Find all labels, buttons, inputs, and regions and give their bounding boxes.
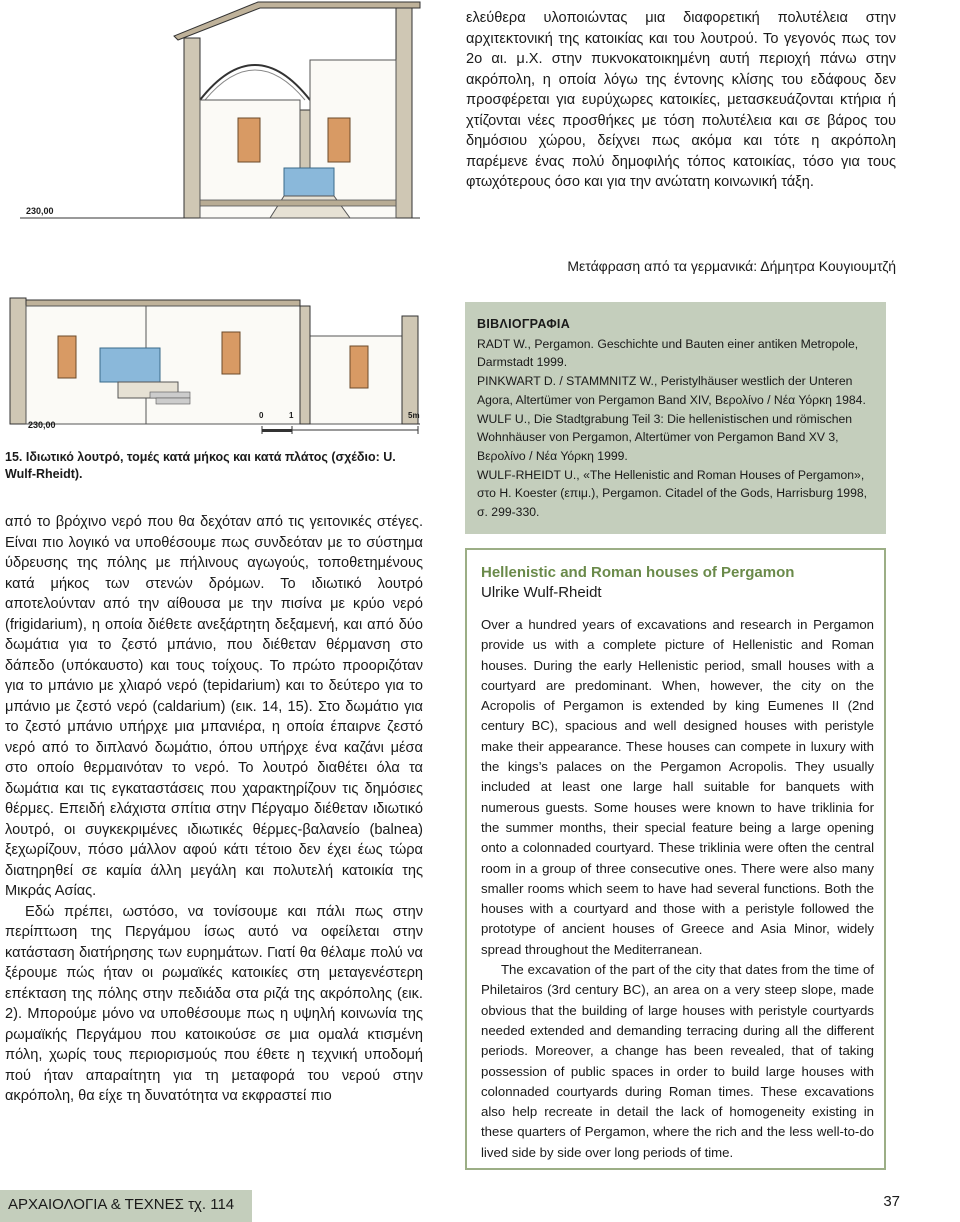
section-drawing-transverse [0, 296, 425, 446]
bibliography-heading: ΒΙΒΛΙΟΓΡΑΦΙΑ [477, 317, 571, 331]
magazine-footer-label: ΑΡΧΑΙΟΛΟΓΙΑ & ΤΕΧΝΕΣ τχ. 114 [0, 1190, 252, 1222]
bibliography-entry: PINKWART D. / STAMMNITZ W., Peristylhäuser westlich der Unteren Agora, Altertümer von Pergamon Band XIV, Βερολίνο / Νέα Υόρκη 1984. [477, 374, 866, 407]
summary-text [481, 615, 874, 1163]
bibliography-entry: WULF-RHEIDT U., «The Hellenistic and Roman Houses of Pergamon», στο H. Koester (επιμ.), Pergamon. Citadel of the Gods, Harrisburg 1998, σ. 299-330. [477, 467, 868, 520]
right-paragraph-1: ελεύθερα υλοποιώντας μια διαφορετική πολυτέλεια στην αρχιτεκτονική της κατοικίας και του λουτρού. Το γεγονός πως τον 2ο αι. μ.Χ. στην πυκνοκατοικημένη αυτή περιοχή πάνω στην ακρόπολη, η οποία λόγω της έντονης κλίσης του εδάφους δεν προσφέρεται για ευρύχωρες κατοικίες, μετασκευάζονται κτήρια ή χτίζονται νέες προσθήκες με τόση πολυτέλεια και σε βάρος του δημόσιου χώρου, δείχνει πως ακόμα και τότε η ακρόπολη παρέμενε ένας πολύ δημοφιλής τόπος κατοικίας, τόσο για τους φτωχότερους όσο και για την ανώτατη κοινωνική τάξη. [466, 10, 896, 190]
scale-tick-0: 0 [259, 411, 264, 420]
section-drawing-longitudinal [0, 0, 425, 240]
level-label-bottom: 230,00 [28, 420, 56, 430]
bibliography-entry: WULF U., Die Stadtgrabung Teil 3: Die hellenistischen und römischen Wohnhäuser von Pergamon, Altertümer von Pergamon Band XV 3, Βερολίνο / Νέα Υόρκη 1999. [477, 411, 853, 463]
section-drawing-svg-2 [0, 296, 425, 446]
level-label-top: 230,00 [26, 206, 54, 216]
section-drawing-svg [0, 0, 425, 240]
translator-credit: Μετάφραση από τα γερμανικά: Δήμητρα Κουγιουμτζή [567, 258, 896, 274]
left-paragraph-1: από το βρόχινο νερό που θα δεχόταν από τις γειτονικές στέγες. Είναι πιο λογικό να υποθέσουμε πως συνδεόταν με το σύστημα ύδρευσης της πόλης με πήλινους αγωγούς, τοποθετημένους κατά μήκος των στενών δρόμων. Το ιδιωτικό λουτρό αποτελούνταν από την αίθουσα με την πισίνα με κρύο νερό (frigidarium), η οποία διέθετε ανεξάρτητη δεξαμενή, και από δύο δωμάτια για το ζεστό μπάνιο, που διέθεταν θέρμανση στο δάπεδο (υπόκαυστο) και τους τοίχους. Το πρώτο προοριζόταν για το μπάνιο με χλιαρό νερό (tepidarium) και το δεύτερο για το μπάνιο με ζεστό νερό (caldarium) (εικ. 14, 15). Στο δωμάτιο για το ζεστό μπάνιο υπήρχε μια μπανιέρα, η οποία έπαιρνε ζεστό νερό από το διπλανό δωμάτιο, όπου υπήρχε ένα καζάνι μέσα στο οποίο θερμαινόταν το νερό. Το λουτρό διαθέτει όλα τα δωμάτια και τις εγκαταστάσεις που χαρακτηρίζουν τις δημόσιες θέρμες. Επειδή ελάχιστα σπίτια στην Πέργαμο διέθεταν ιδιωτικό λουτρό, οι συγκεκριμένες ιδιωτικές θέρμες-βαλανείο (balnea) ξεχωρίζουν, πόσο μάλλον αφού κάτι τέτοιο δεν έχει έως τώρα διατηρηθεί σε καμία άλλη μεγάλη και πολυτελή κατοικία της Μικράς Ασίας. [5, 514, 423, 899]
scale-tick-1: 1 [289, 411, 294, 420]
left-paragraph-2: Εδώ πρέπει, ωστόσο, να τονίσουμε και πάλι πως στην περίπτωση της Περγάμου ίσως αυτό να οφείλεται στην κατάσταση διατήρησης των ευρημάτων. Γιατί θα θέλαμε πολύ να ξέρουμε πώς ήταν οι ρωμαϊκές κατοικίες στη μεταγενέστερη επέκταση της πόλης στην πεδιάδα στα ριζά της ακρόπολης (εικ. 2). Μπορούμε μόνο να υποθέσουμε πως η υψηλή κοινωνία της ρωμαϊκής Περγάμου που κατοικούσε σε μια ομαλά κτισμένη πόλη, χωρίς τους περιορισμούς που έθετε η τεχνική υποδομή πού ήταν απαραίτητη για τη μεταφορά του νερού στην ακρόπολη, θα είχε τη δυνατότητα να εκφραστεί πιο [5, 903, 423, 1104]
figure-caption: 15. Ιδιωτικό λουτρό, τομές κατά μήκος και κατά πλάτος (σχέδιο: U. Wulf-Rheidt). [5, 450, 396, 481]
english-summary-box [465, 548, 886, 1170]
left-column-text [5, 512, 423, 1107]
scale-tick-5m: 5m [408, 411, 420, 420]
bibliography-entry: RADT W., Pergamon. Geschichte und Bauten einer antiken Metropole, Darmstadt 1999. [477, 336, 859, 370]
summary-author: Ulrike Wulf-Rheidt [481, 584, 602, 601]
summary-title: Hellenistic and Roman houses of Pergamon [481, 564, 795, 581]
summary-paragraph-1: Over a hundred years of excavations and research in Pergamon provide us with a complete picture of Hellenistic and Roman houses. During the early Hellenistic period, small houses with a courtyard are predominant. When, however, the city on the Acropolis of Pergamon is extended by king Eumenes II (2nd century BC), spacious and well designed houses with peristyle make their appearance. These houses can compete in luxury with the kings’s palaces on the Pergamon Acropolis. They usually included at least one large hall suitable for banquets with numerous guests. Some houses were known to have triklinia for the summer months, their special feature being a large opening onto a colonnaded courtyard. These triklinia were often the central room in a group of three consecutive ones. There were also many smaller rooms which seem to have had several functions. Both the houses with a courtyard and those with a peristyle followed the prototype of ancient houses of Greece and Asia Minor, widely spread throughout the Mediterranean. [481, 617, 874, 957]
summary-paragraph-2: The excavation of the part of the city that dates from the time of Philetairos (3rd century BC), an area on a very steep slope, made obvious that the building of large houses with peristyle courtyards needed extended and demanding terracing during all the different periods. Moreover, a change has been revealed, that of taking possession of public spaces in order to build large houses with colonnaded courtyards during Roman times. These excavations also help recreate in detail the lack of homogeneity existing in these quarters of Pergamon, where the rich and the less well-to-do lived side by side over long periods of time. [481, 962, 874, 1160]
right-column-text [466, 8, 896, 193]
bibliography-box [465, 302, 886, 534]
page-number: 37 [883, 1193, 900, 1210]
